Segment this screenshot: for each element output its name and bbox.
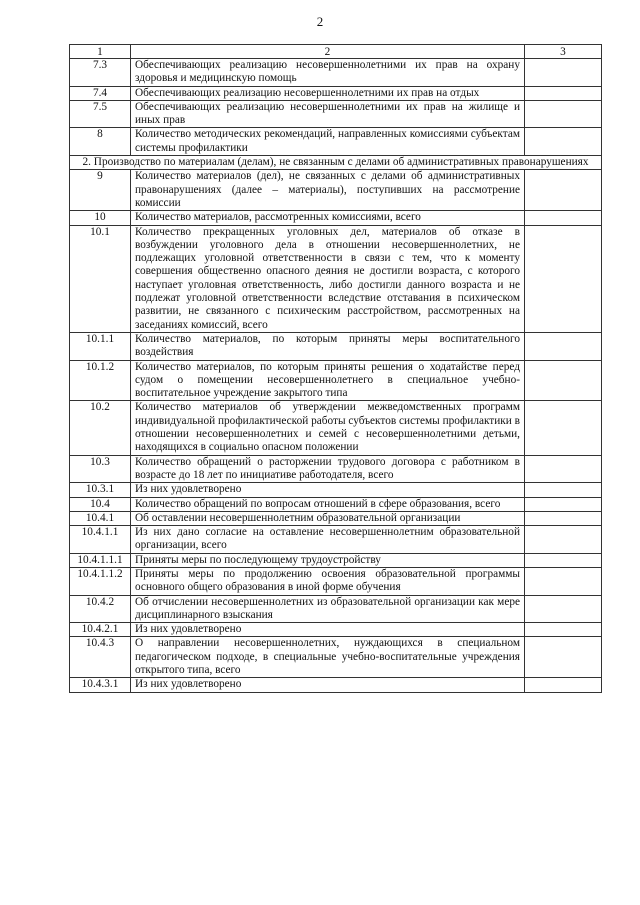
- row-number: 10.4.2: [70, 595, 131, 623]
- section-header-row: [70, 156, 602, 170]
- table-row: [70, 483, 602, 497]
- row-value-cell: [525, 637, 602, 678]
- row-value-cell: [525, 401, 602, 455]
- column-header-3: 3: [525, 45, 602, 59]
- row-number: 10.3: [70, 455, 131, 483]
- column-header-2: 2: [131, 45, 525, 59]
- table-header-row: [70, 45, 602, 59]
- page-number: 2: [316, 14, 324, 29]
- row-number: 10.4.2.1: [70, 623, 131, 637]
- row-description: Из них дано согласие на оставление несовершеннолетним образовательной организации, всего: [131, 526, 525, 554]
- row-description: Количество обращений по вопросам отношений в сфере образования, всего: [131, 497, 525, 511]
- row-value-cell: [525, 595, 602, 623]
- row-description: Количество материалов, рассмотренных комиссиями, всего: [131, 211, 525, 225]
- statistics-table: [69, 44, 602, 693]
- row-value-cell: [525, 100, 602, 128]
- row-number: 10.4: [70, 497, 131, 511]
- row-number: 10.2: [70, 401, 131, 455]
- row-number: 7.5: [70, 100, 131, 128]
- row-value-cell: [525, 511, 602, 525]
- row-description: Количество прекращенных уголовных дел, материалов об отказе в возбуждении уголовного дела в отношении несовершеннолетних, не подлежащих уголовной ответственности в связи с тем, что к моменту совершения общественно опасного деяния не достигли возраста, с которого наступает уголовная ответственность, либо достигли данного возраста и не подлежат уголовной ответственности вследствие отставания в психическом развитии, не связанного с психическим расстройством, рассмотренных на заседаниях комиссий, всего: [131, 225, 525, 332]
- row-value-cell: [525, 497, 602, 511]
- table-row: [70, 623, 602, 637]
- row-description: Количество методических рекомендаций, направленных комиссиями субъектам системы профилактики: [131, 128, 525, 156]
- row-number: 10.4.1: [70, 511, 131, 525]
- row-value-cell: [525, 483, 602, 497]
- row-value-cell: [525, 211, 602, 225]
- table-row: [70, 637, 602, 678]
- row-description: Количество обращений о расторжении трудового договора с работником в возрасте до 18 лет по инициативе работодателя, всего: [131, 455, 525, 483]
- row-description: Об оставлении несовершеннолетним образовательной организации: [131, 511, 525, 525]
- row-description: Обеспечивающих реализацию несовершеннолетними их прав на отдых: [131, 86, 525, 100]
- statistics-table-body: [70, 45, 602, 693]
- table-row: [70, 678, 602, 692]
- row-number: 10.4.1.1.1: [70, 553, 131, 567]
- row-number: 10.4.1.1.2: [70, 567, 131, 595]
- row-number: 10.4.3: [70, 637, 131, 678]
- table-row: [70, 553, 602, 567]
- table-row: [70, 526, 602, 554]
- row-value-cell: [525, 170, 602, 211]
- row-description: Количество материалов (дел), не связанных с делами об административных правонарушениях (далее – материалы), поступивших на рассмотрение комиссии: [131, 170, 525, 211]
- row-number: 10.1.2: [70, 360, 131, 401]
- table-row: [70, 455, 602, 483]
- row-description: Количество материалов об утверждении межведомственных программ индивидуальной профилактической работы субъектов системы профилактики в отношении несовершеннолетних и семей с несовершеннолетними детьми, находящихся в социально опасном положении: [131, 401, 525, 455]
- row-description: Из них удовлетворено: [131, 483, 525, 497]
- row-number: 10: [70, 211, 131, 225]
- table-row: [70, 170, 602, 211]
- row-number: 8: [70, 128, 131, 156]
- table-row: [70, 497, 602, 511]
- row-description: Из них удовлетворено: [131, 623, 525, 637]
- table-row: [70, 511, 602, 525]
- row-description: Обеспечивающих реализацию несовершеннолетними их прав на охрану здоровья и медицинскую помощь: [131, 59, 525, 87]
- row-number: 10.4.3.1: [70, 678, 131, 692]
- table-row: [70, 595, 602, 623]
- column-header-1: 1: [70, 45, 131, 59]
- row-description: О направлении несовершеннолетних, нуждающихся в специальном педагогическом подходе, в специальные учебно-воспитательные учреждения открытого типа, всего: [131, 637, 525, 678]
- table-row: [70, 567, 602, 595]
- row-value-cell: [525, 225, 602, 332]
- row-description: Приняты меры по продолжению освоения образовательной программы основного общего образования в иной форме обучения: [131, 567, 525, 595]
- row-value-cell: [525, 59, 602, 87]
- table-row: [70, 401, 602, 455]
- row-value-cell: [525, 678, 602, 692]
- row-value-cell: [525, 623, 602, 637]
- row-value-cell: [525, 86, 602, 100]
- table-row: [70, 100, 602, 128]
- row-value-cell: [525, 332, 602, 360]
- row-value-cell: [525, 553, 602, 567]
- row-number: 7.3: [70, 59, 131, 87]
- table-row: [70, 211, 602, 225]
- table-row: [70, 360, 602, 401]
- row-value-cell: [525, 455, 602, 483]
- row-description: Количество материалов, по которым приняты меры воспитательного воздействия: [131, 332, 525, 360]
- table-row: [70, 128, 602, 156]
- table-row: [70, 332, 602, 360]
- row-description: Обеспечивающих реализацию несовершеннолетними их прав на жилище и иных прав: [131, 100, 525, 128]
- row-value-cell: [525, 128, 602, 156]
- row-number: 9: [70, 170, 131, 211]
- row-number: 10.3.1: [70, 483, 131, 497]
- row-number: 10.4.1.1: [70, 526, 131, 554]
- table-row: [70, 86, 602, 100]
- row-value-cell: [525, 526, 602, 554]
- row-number: 10.1: [70, 225, 131, 332]
- row-description: Приняты меры по последующему трудоустройству: [131, 553, 525, 567]
- row-description: Количество материалов, по которым приняты решения о ходатайстве перед судом о помещении несовершеннолетнего в специальное учебно-воспитательное учреждение закрытого типа: [131, 360, 525, 401]
- row-description: Об отчислении несовершеннолетних из образовательной организации как мере дисциплинарного взыскания: [131, 595, 525, 623]
- row-number: 10.1.1: [70, 332, 131, 360]
- row-value-cell: [525, 360, 602, 401]
- row-value-cell: [525, 567, 602, 595]
- table-row: [70, 225, 602, 332]
- row-description: Из них удовлетворено: [131, 678, 525, 692]
- table-row: [70, 59, 602, 87]
- row-number: 7.4: [70, 86, 131, 100]
- section-title: 2. Производство по материалам (делам), не связанным с делами об административных правонарушениях: [70, 156, 602, 170]
